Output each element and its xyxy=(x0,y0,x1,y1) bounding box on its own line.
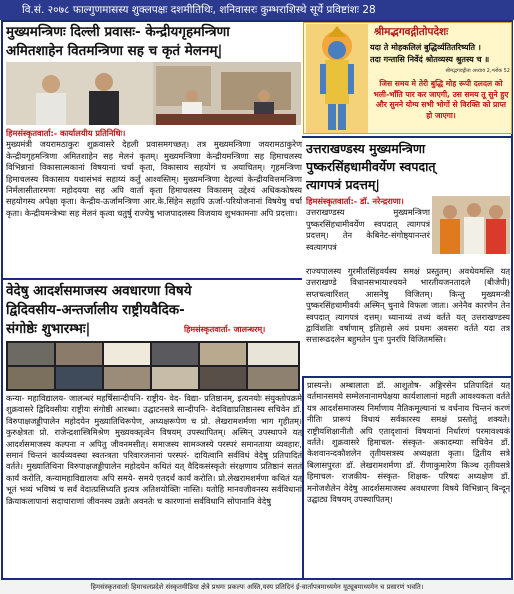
article1-headline-line1: मुख्यमन्त्रिणः दिल्ली प्रवासः- केन्द्रीयगृहमन्त्रिणा xyxy=(6,24,230,40)
article3-text: कन्या- महाविद्यालय- जालन्धरं महर्षिसान्दीपनि- राष्ट्रीय- वेद- विद्या- प्रतिष्ठानम्, इत्यनयोः संयुक्तोपक्रमे शुक्रवासरे द्विदिवसीयः राष्ट्रीयः संगोष्ठी आरब्धा। उद्घाटनसत्रे सान्दीपनि- वेदविद्याप्रतिष्ठानस्य सचिवेन डॉ. विरुपाक्षजड्डीपालेन महोदयेन मुख्यातिथिरूपेण, अध्यक्षरूपेण च प्रो. लेखरामशर्मणा भाग गृहीतम्। कुरुक्षेत्रतः प्रो. राजेन्द्रशास्त्रिमिश्रेण मुख्यवक्तृत्वेन विषयम् उपस्थापितम्। अस्मिन् उपस्थापने यत् आदर्शसमाजस्य कल्पना न अपितु जीवनमसीत्। समाजस्य सामञ्जस्ये परस्परं समानताया व्यवहारः, समानं चिन्तनं कार्यव्यवस्था स्वतन्त्रता परिवारजनानां परस्परं- दायित्वानि सर्वविधं वेदेषु प्रतिपादितं वर्तते। मुख्यातिथिना विरुपाक्षजड्डीपालेन महोदयेन कथितं यत् वैदिकसंस्कृतेः संरक्षणाय प्रतिष्ठानं सततं कार्यं करोति, कन्यामहाविद्यालयः अपि समये- समये एतदर्थं कार्यं करोति। प्रो.लेखरामशर्मणा कथितं यत् भूतं भव्यं भविष्यं च सर्वं वेदात्प्रसिध्यति इत्यत्र अतिशयोक्तिः नास्ति। यतोहि मानवजीवनस्य सर्वविधानां क्रियाकलापानां सदाचाराणां जीवनस्य उन्नतेः अवनतेः च कारणानां सर्वविधानि सोपानानि वेदेषु xyxy=(6,393,302,506)
article3-top-divider xyxy=(2,278,302,280)
footer-text: हिमसंस्कृतवार्ताः हिमाचलप्रदेशे संस्कृतमीडिया क्षेत्रे प्रथमः प्रकल्पः अस्ति,यस्य प्रतिदिनं ई-वार्तापत्रमाध्यमेन यूट्यूबमाध्यमेन च प्रसारणं भवति। xyxy=(90,583,424,591)
article2-headline-line2: पुष्करसिंहधामीवर्येण स्वपदात् xyxy=(306,159,436,174)
gita-verse-line1: यदा ते मोहकलिलं बुद्धिर्व्यतितरिष्यति । xyxy=(370,43,481,52)
webinar-screenshot-image xyxy=(6,341,300,391)
article2-intro xyxy=(306,196,430,266)
article3-headline-line2: द्विदिवसीय-अन्तर्जालीय राष्ट्रीयवैदिक- xyxy=(6,302,185,318)
article2-headline-line3: त्यागपत्रं प्रदत्तम्| xyxy=(306,177,380,192)
article2-photo xyxy=(432,196,510,254)
article3-source: हिमसंस्कृतवार्ता- जालन्धरम्। xyxy=(184,325,266,334)
article2-bottom-divider xyxy=(302,376,512,378)
article3-body xyxy=(6,393,302,579)
dhami-photo-image xyxy=(432,196,510,254)
footer-bar xyxy=(0,580,514,594)
article4-text: प्रास्यन्ते। अम्बालातः डॉ. आशुतोष- अङ्गिरसेन प्रतिपादितं यत् वर्तमानसमये सम्मेलनानामपेक्षया कार्यशालानां महती आवश्यकता वर्तते यत्र आदर्शसमाजस्य निर्माणाय नैतिकमूल्यानां च वर्धनाय चिन्तनं करणं नीतिः प्रारूपं विधायं सर्वकारस्य समक्षं प्रस्तोतुं शक्यते। राष्ट्रीयशिक्षानीतौ अपि एतादृशानां विषयानां निर्धारणं परमावश्यकं वर्तते। शुक्रवासरे हिमाचल- संस्कृत- अकादम्याः सचिवेन डॉ. केशवानन्दकौशलेन तृतीयसत्रस्य अध्यक्षता कृता। द्वितीय सत्रे बिलासपुरतः डॉ. लेखरामशर्मणा डॉ. रीणाकुमारेण किञ्च तृतीयसत्रे हिमाचल- राजकीय- संस्कृत- शिक्षक- परिषदः अध्यक्षेण डॉ. मनोजशैलेन वेदेषु आदर्शसमाजस्य अवधारणा विषये विभिन्नान् बिन्दून् उद्घाट्य विषयम् उपस्थापितम्। xyxy=(307,380,510,505)
gita-verse-line2: तदा गन्तासि निर्वेदं श्रोतव्यस्य श्रुतस्य च ॥ xyxy=(370,55,490,64)
dateline-bar xyxy=(0,0,514,20)
article1-text: मुख्यमंत्री जयरामठाकुरः शुक्रवासरे देहली प्रवासमगच्छत्। तत्र मुख्यमन्त्रिणा जयरामठाकुरेण केन्द्रीयगृहमन्त्रिणा अमितशाहेन सह मेलनं कृतम्। मुख्यमन्त्रिणा केन्द्रीयमन्त्रिणा सह हिमाचलस्य विभिन्नानां विकासात्मकानां विषयानां चर्चा कृता, विकासाय सहयोगं च अयाचितम्। गृहमन्त्रिणा हिमाचलस्य विकासाय यथासंभवं सहाय्यं कर्तुं आश्वस्तिम्। मुख्यमन्त्रिणा देहल्यां केन्द्रीयवित्तमन्त्रिणा निर्मलासीतारमणः महोदयया सह अपि वार्ता कृता हिमाचलस्य विकासम् उद्देश्यं अधिककोषस्य सहयोगस्य अपेक्षा कृता। केन्द्रीय-ऊर्जामन्त्रिणा आर.के.सिंहेन सहापि ऊर्जा-परियोजनानां विषयेषु चर्चा कृता। केन्द्रीयमन्त्रेभ्यः सह मेलनं कृत्वा चतुर्षु राज्येषु भाजपादलस्य विजयाय शुभकामनाः अपि प्रदत्ताः। xyxy=(6,139,302,218)
gita-reference: श्रीमद्भगवद्गीता अध्याय 2,श्लोक 52 xyxy=(445,68,510,74)
meeting-photo-image xyxy=(6,62,301,125)
article2-headline-line1: उत्तराखण्डस्य मुख्यमन्त्रिणा xyxy=(306,141,426,156)
article2-text: राज्यपालस्य गुरमीतसिंहवर्यस्य समक्षं प्रस्तुतम्। अवधेयमस्ति यत् उत्तराखण्डे विधानसभायाश्चयने भारतीयजनतादले (बीजेपी) सप्तचत्वारिंशत् आसनेषु विजितम्। किन्तु मुख्यमन्त्री पुष्करसिंहधामीवर्यः अस्मिन् चुनावे विफलः जातः। अनेनैव कारणेन तेन स्वपदात् त्यागपत्रं दत्तम्। ध्यानाय्यं तथ्यं वर्तते यत् उत्तराखण्डस्य द्वाविंशतिः वर्षाणाम् इतिहासे अयं प्रथमः अवसरः वर्तते यदा तत्र सत्तारूढदलेन बहुमतेन पुनः पुनरपि विजितमस्ति। xyxy=(306,266,510,345)
dateline: वि.सं. २०७८ फाल्गुणमासस्य शुक्लपक्षः दशमीतिथिः, शनिवासरः कुम्भराशिस्थे सूर्ये प्रविष्टांशः 28 xyxy=(22,4,376,16)
gita-title: श्रीमद्भगवद्गीतोपदेशः xyxy=(374,26,449,38)
article2-body xyxy=(306,266,510,374)
center-column-divider xyxy=(302,376,304,580)
article1-headline-line2: अमितशाहेन वितमन्त्रिणा सह च कृतं मेलनम्| xyxy=(6,43,223,59)
article3-photo xyxy=(6,341,300,391)
article1-photo xyxy=(6,62,301,125)
article2-intro-text: उत्तराखण्डस्य मुख्यमन्त्रिणा पुष्करसिंहधामीवर्येण स्वपदात् त्यागपत्रं प्रदत्तम्। तेन केबिनेट-संगोष्ठ्यानन्तरं स्वत्यागपत्रं xyxy=(306,207,430,252)
gita-box xyxy=(303,22,512,134)
article4-body xyxy=(307,380,510,578)
krishna-illustration xyxy=(306,24,368,134)
article2-source: हिमसंस्कृतवार्ता:- डॉ. नरेन्द्रराणा। xyxy=(306,196,404,206)
right-column-divider xyxy=(302,136,512,138)
article3-headline-line3: संगोष्ठेः शुभारम्भः| xyxy=(6,321,91,337)
article1-source: हिमसंस्कृतवार्ता:- कार्यालयीय प्रतिनिधिः। xyxy=(6,128,126,138)
gita-meaning: जिस समय मे तेरी बुद्धि मोह रूपी दलदल को भली-भाँति पार कर जाएगी, उस समय तू सुने हुए और सुनने योग्य सभी भोगों से विरक्ति को प्राप्त हो जाएगा। xyxy=(373,79,509,120)
article1-body xyxy=(6,128,302,278)
article3-headline-line1: वेदेषु आदर्शसमाजस्य अवधारणा विषये xyxy=(6,283,192,299)
